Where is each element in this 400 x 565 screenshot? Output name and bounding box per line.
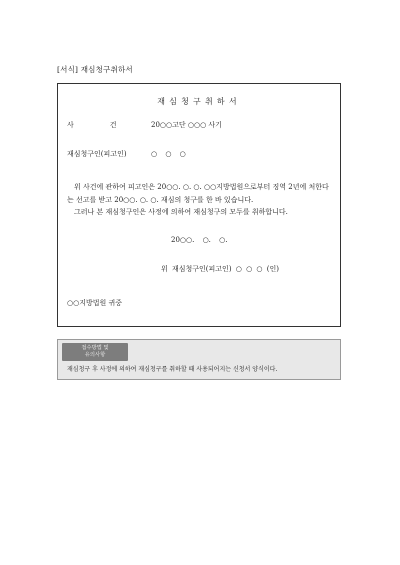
document-title: 재심청구취하서 [157, 97, 241, 106]
petitioner-label: 재심청구인(피고인) [67, 150, 127, 158]
notes-text: 재심청구 후 사정에 의하여 재심청구를 취하할 때 사용되어지는 신청서 양식이다. [67, 366, 278, 373]
notes-tab [62, 343, 128, 361]
document-date: 20○○. ○. ○. [171, 236, 228, 244]
form-label: [서식] 재심청구취하서 [57, 65, 133, 74]
body-paragraph-1: 위 사건에 관하여 피고인은 20○○. ○. ○. ○○지방법원으로부터 징역 2년에 처한다는 선고를 받고 20○○. ○. ○. 재심의 청구를 한 바 있습니다. [67, 183, 329, 204]
notes-box [57, 339, 341, 380]
notes-tab-line-2: 유의사항 [84, 352, 106, 358]
notes-tab-line-1: 접수방법 및 [81, 344, 109, 351]
court-addressee: ○○지방법원 귀중 [67, 299, 123, 307]
case-value: 20○○고단 ○○○ 사기 [151, 121, 222, 129]
document-box [57, 83, 341, 327]
signature-line: 위 재심청구인(피고인) ○ ○ ○ (인) [161, 265, 279, 273]
body-paragraph-2: 그러나 본 재심청구인은 사정에 의하여 재심청구의 모두를 취하합니다. [74, 208, 288, 216]
case-label: 사건 [67, 121, 153, 129]
petitioner-name: ○ ○ ○ [151, 150, 186, 158]
